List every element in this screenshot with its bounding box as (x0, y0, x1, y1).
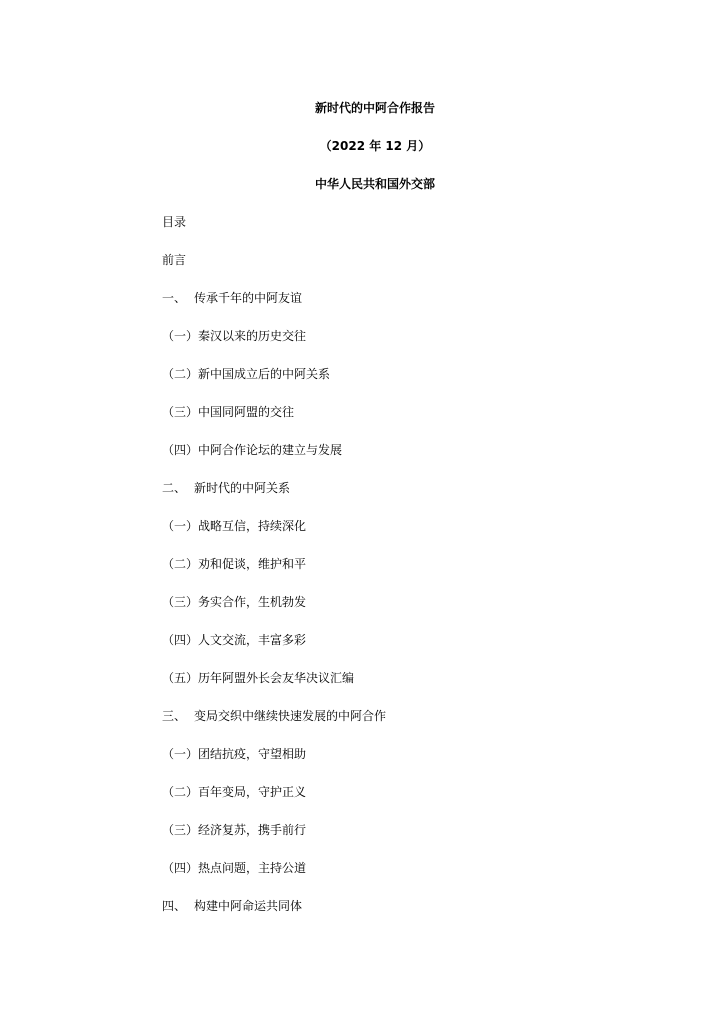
toc-subsection: （四）中阿合作论坛的建立与发展 (162, 443, 343, 457)
toc-section-text: 变局交织中继续快速发展的中阿合作 (194, 709, 387, 723)
toc-heading: 目录 (162, 215, 187, 229)
document-title: 新时代的中阿合作报告 (314, 101, 435, 115)
toc-subsection: （二）劝和促谈，维护和平 (162, 557, 307, 571)
toc-subsection: （三）经济复苏，携手前行 (162, 823, 307, 837)
toc-subsection: （二）新中国成立后的中阿关系 (162, 367, 331, 381)
toc-section-4 (162, 898, 302, 914)
toc-section-number: 三、 (162, 709, 187, 723)
toc-preface: 前言 (162, 253, 187, 267)
toc-subsection: （四）人文交流，丰富多彩 (162, 633, 307, 647)
toc-section-number: 四、 (162, 899, 187, 913)
toc-subsection: （三）中国同阿盟的交往 (162, 405, 295, 419)
toc-section-3 (162, 708, 386, 724)
toc-section-text: 新时代的中阿关系 (194, 481, 291, 495)
toc-subsection: （一）团结抗疫，守望相助 (162, 747, 307, 761)
toc-subsection: （一）战略互信，持续深化 (162, 519, 307, 533)
toc-subsection: （四）热点问题，主持公道 (162, 861, 307, 875)
toc-subsection: （五）历年阿盟外长会友华决议汇编 (162, 671, 355, 685)
toc-section-number: 一、 (162, 291, 187, 305)
toc-subsection: （一）秦汉以来的历史交往 (162, 329, 307, 343)
toc-section-1 (162, 290, 302, 306)
toc-section-text: 传承千年的中阿友谊 (194, 291, 303, 305)
document-author: 中华人民共和国外交部 (314, 177, 435, 191)
toc-section-number: 二、 (162, 481, 187, 495)
toc-subsection: （三）务实合作，生机勃发 (162, 595, 307, 609)
toc-section-text: 构建中阿命运共同体 (194, 899, 303, 913)
toc-subsection: （二）百年变局，守护正义 (162, 785, 307, 799)
document-date: （2022 年 12 月） (319, 139, 431, 153)
toc-section-2 (162, 480, 290, 496)
